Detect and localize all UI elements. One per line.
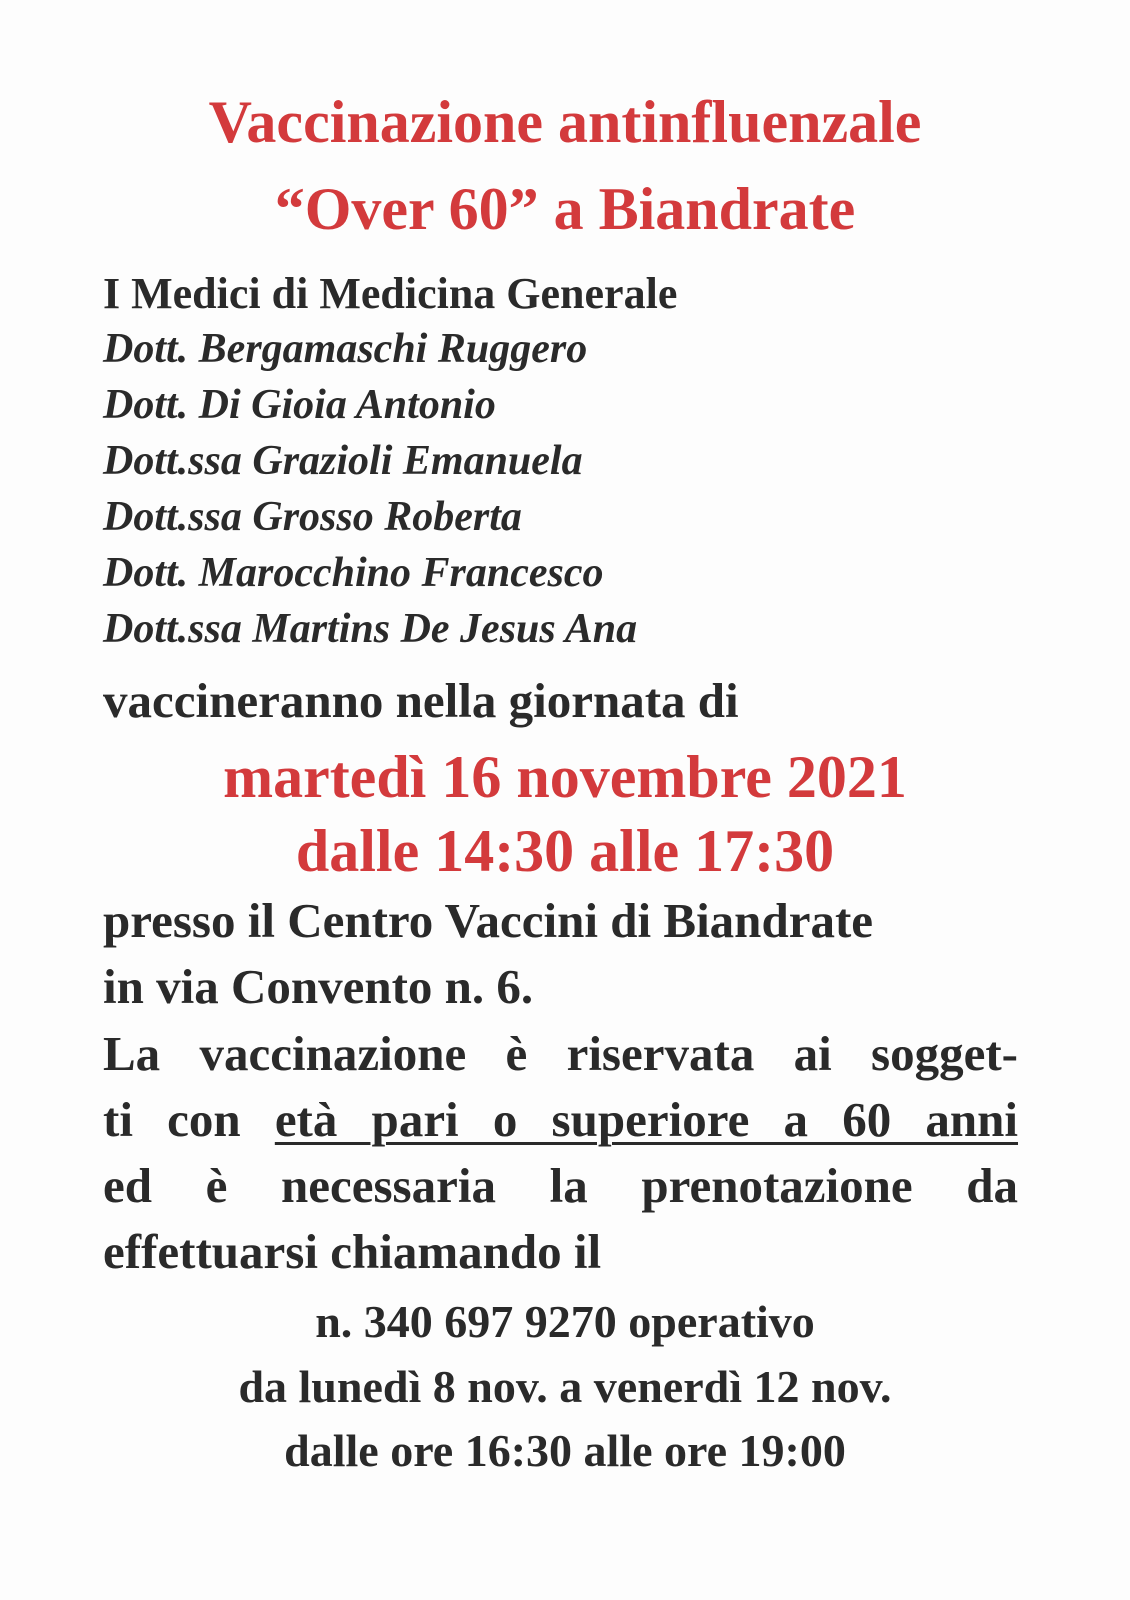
location-line-2: in via Convento n. 6. (103, 959, 534, 1014)
notice-line-3: ed è necessaria la prenotazione da (103, 1158, 1018, 1213)
notice-line-2-prefix: ti con (103, 1092, 241, 1147)
doctor-name: Dott. Bergamaschi Ruggero (103, 326, 588, 372)
doctors-heading: I Medici di Medicina Generale (103, 269, 678, 318)
title-line-1: Vaccinazione antinfluenzale (208, 89, 922, 155)
doctor-name: Dott. Di Gioia Antonio (103, 382, 496, 428)
location-line-1: presso il Centro Vaccini di Biandrate (103, 893, 874, 948)
event-time: dalle 14:30 alle 17:30 (295, 818, 835, 884)
age-requirement: età pari o superiore a 60 anni (274, 1092, 1019, 1147)
doctor-name: Dott. Marocchino Francesco (103, 550, 604, 596)
notice-line-1: La vaccinazione è riservata ai sogget- (103, 1026, 1018, 1081)
notice-line-4: effettuarsi chiamando il (103, 1224, 602, 1279)
doctor-name: Dott.ssa Martins De Jesus Ana (103, 606, 638, 652)
notice-line-2 (103, 1091, 1018, 1148)
booking-phone: n. 340 697 9270 operativo (315, 1296, 815, 1347)
booking-days: da lunedì 8 nov. a venerdì 12 nov. (238, 1361, 892, 1412)
title-line-2: “Over 60” a Biandrate (274, 176, 856, 242)
booking-hours: dalle ore 16:30 alle ore 19:00 (284, 1425, 846, 1476)
doctor-name: Dott.ssa Grazioli Emanuela (103, 438, 583, 484)
intro-text: vaccineranno nella giornata di (103, 673, 739, 728)
doctor-name: Dott.ssa Grosso Roberta (103, 494, 522, 540)
event-date: martedì 16 novembre 2021 (223, 744, 907, 810)
